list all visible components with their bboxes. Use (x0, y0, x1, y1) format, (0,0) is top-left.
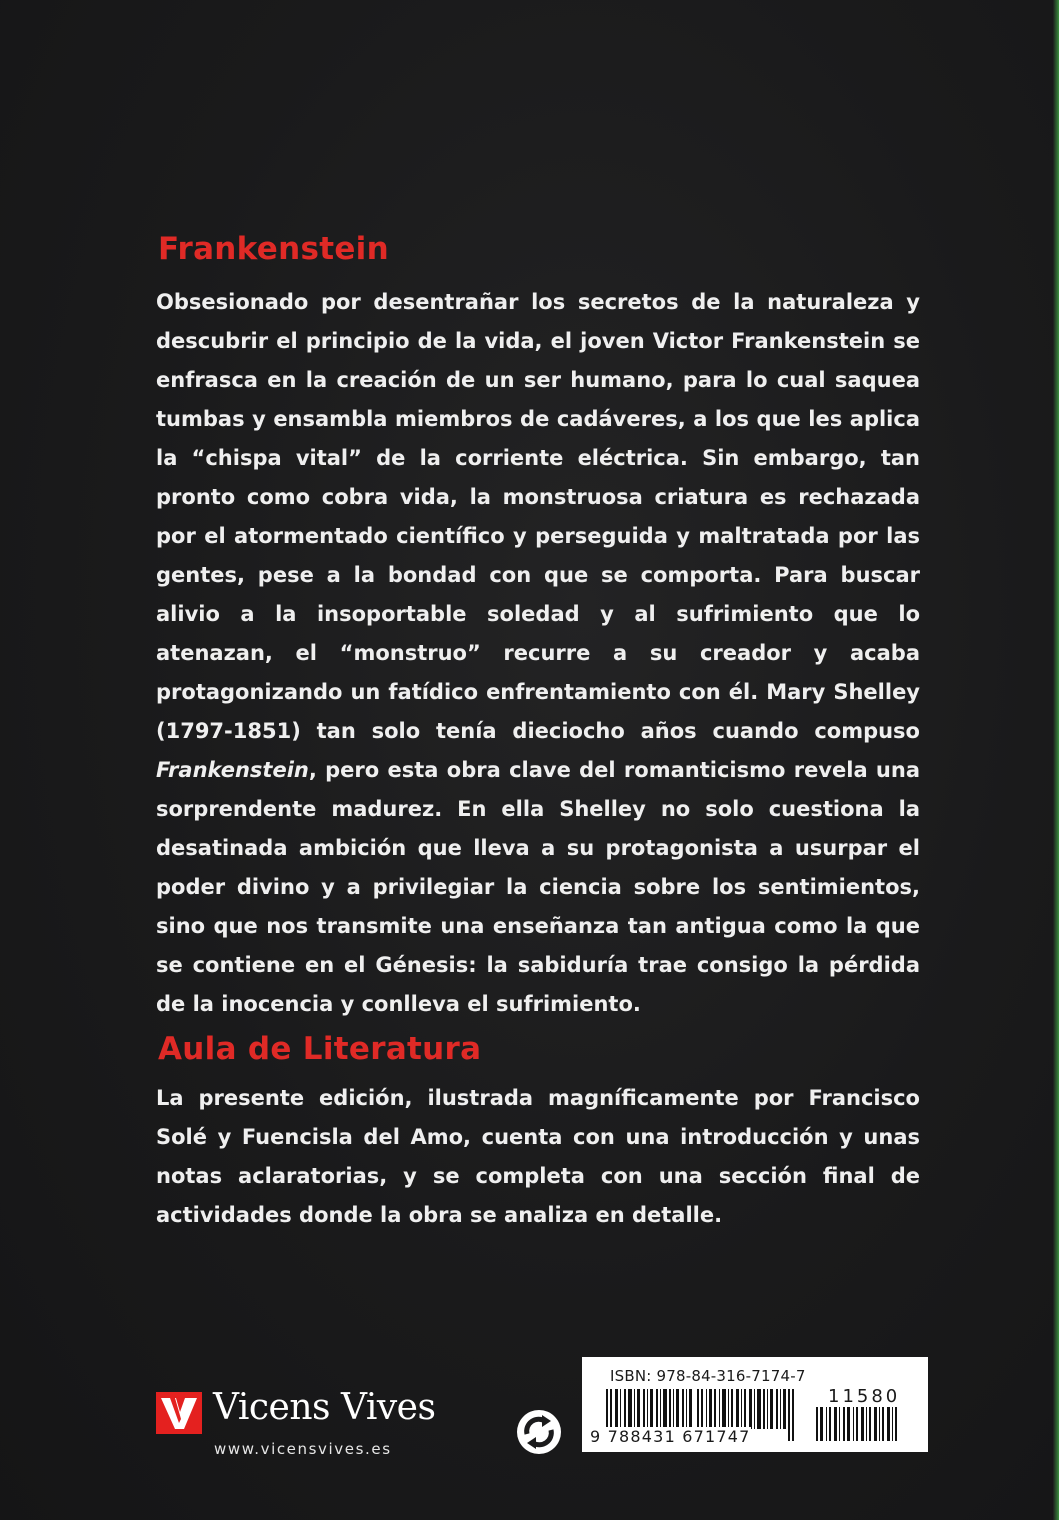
synopsis-book-title-italic: Frankenstein (156, 758, 309, 782)
barcode-addon-number: 11580 (828, 1386, 901, 1407)
cover-edge (1053, 0, 1059, 1520)
section-title-frankenstein: Frankenstein (158, 231, 389, 267)
synopsis-text-part2: , pero esta obra clave del romanticismo revela una sorprendente madurez. En ella Shelley no solo cuestiona la desatinada ambición que lleva a su protagonista a usurpar el poder divino y a privilegiar la ciencia sobre los sentimientos, sino que nos transmite una enseñanza tan antigua como la que se contiene en el Génesis: la sabiduría trae consigo la pérdida de la inocencia y conlleva el sufrimiento. (156, 758, 920, 1016)
recycle-arrows-icon (515, 1408, 563, 1456)
publisher-website: www.vicensvives.es (214, 1440, 392, 1458)
barcode-number: 9 788431 671747 (590, 1427, 751, 1446)
vicens-vives-logo-icon (156, 1392, 202, 1434)
synopsis-text-part1: Obsesionado por desentrañar los secretos de la naturaleza y descubrir el principio de la vida, el joven Victor Frankenstein se enfrasca en la creación de un ser humano, para lo cual saquea tumbas y ensambla miembros de cadáveres, a los que les aplica la “chispa vital” de la corriente eléctrica. Sin embargo, tan pronto como cobra vida, la monstruosa criatura es rechazada por el atormentado científico y perseguida y maltratada por las gentes, pese a la bondad con que se comporta. Para buscar alivio a la insoportable soledad y al sufrimiento que lo atenazan, el “monstruo” recurre a su creador y acaba protagonizando un fatídico enfrentamiento con él. Mary Shelley (1797-1851) tan solo tenía dieciocho años cuando compuso (156, 290, 920, 743)
isbn-barcode (582, 1357, 928, 1452)
isbn-label: ISBN: 978-84-316-7174-7 (610, 1367, 806, 1385)
section-title-aula-de-literatura: Aula de Literatura (158, 1031, 482, 1067)
synopsis-paragraph (156, 283, 920, 1024)
publisher-name: Vicens Vives (213, 1387, 436, 1428)
edition-paragraph: La presente edición, ilustrada magníficamente por Francisco Solé y Fuencisla del Amo, cuenta con una introducción y unas notas aclaratorias, y se completa con una sección final de actividades donde la obra se analiza en detalle. (156, 1086, 920, 1227)
barcode-addon-bars (816, 1407, 916, 1441)
